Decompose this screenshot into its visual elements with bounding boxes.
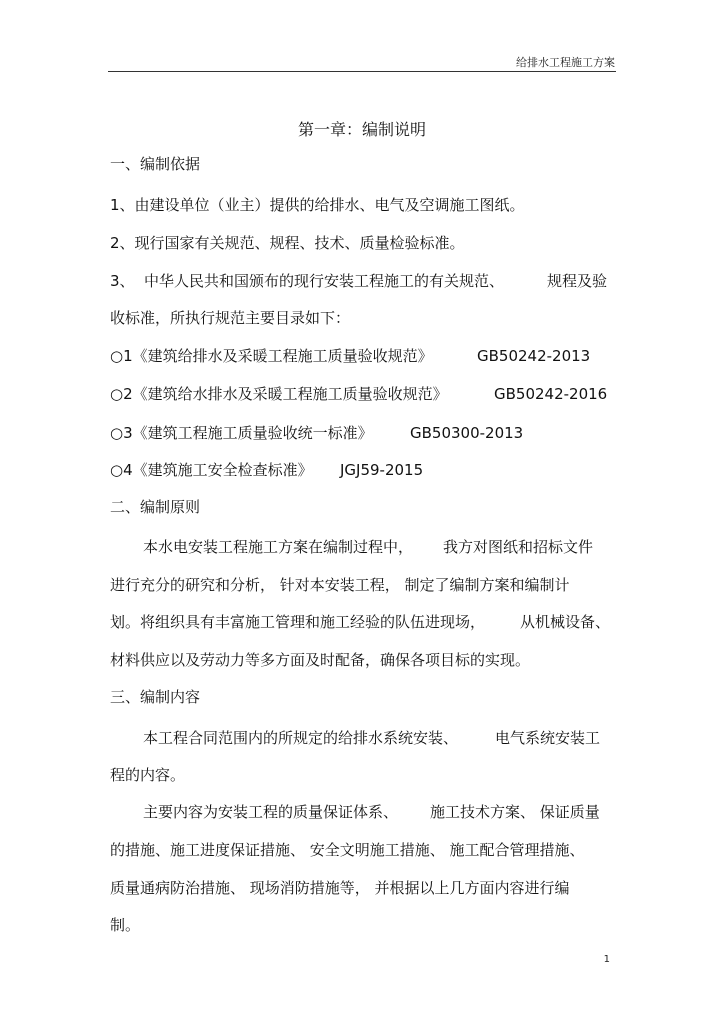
paragraph-text: 划。将组织具有丰富施工管理和施工经验的队伍进现场， [110, 613, 486, 631]
section-heading-content: 三、编制内容 [110, 688, 201, 706]
paragraph-line [143, 728, 613, 748]
header-divider [108, 71, 616, 72]
standard-code: GB50300-2013 [410, 424, 524, 442]
basis-item-1: 1、由建设单位（业主）提供的给排水、电气及空调施工图纸。 [110, 196, 525, 214]
basis-item-3-text-end: 规程及验 [547, 272, 608, 290]
basis-item-3-cont: 收标准，所执行规范主要目录如下： [110, 309, 351, 327]
running-header: 给排水工程施工方案 [516, 56, 615, 69]
section-heading-principle: 二、编制原则 [110, 498, 201, 516]
section-heading-basis: 一、编制依据 [110, 155, 201, 173]
standard-name: ○4《建筑施工安全检查标准》 [110, 461, 313, 479]
basis-item-3-text: 中华人民共和国颁布的现行安装工程施工的有关规范、 [144, 272, 505, 290]
paragraph-text: 我方对图纸和招标文件 [443, 538, 594, 556]
paragraph-line: 的措施、施工进度保证措施、 安全文明施工措施、 施工配合管理措施、 [110, 841, 585, 859]
standard-name: ○2《建筑给水排水及采暖工程施工质量验收规范》 [110, 385, 448, 403]
paragraph-line [110, 612, 615, 632]
paragraph-line: 质量通病防治措施、 现场消防措施等， 并根据以上几方面内容进行编 [110, 879, 570, 897]
paragraph-line [143, 537, 613, 557]
paragraph-text: 本工程合同范围内的所规定的给排水系统安装、 [143, 729, 459, 747]
paragraph-text: 施工技术方案、 保证质量 [430, 803, 600, 821]
page-number: 1 [603, 954, 610, 965]
paragraph-line: 制。 [110, 916, 141, 934]
standard-row [110, 460, 615, 480]
chapter-title: 第一章：编制说明 [297, 120, 426, 139]
paragraph-text: 本水电安装工程施工方案在编制过程中， [143, 538, 414, 556]
basis-item-3-number: 3、 [110, 272, 135, 290]
standard-row [110, 384, 615, 404]
standard-code: GB50242-2013 [477, 347, 591, 365]
paragraph-text: 主要内容为安装工程的质量保证体系、 [143, 803, 399, 821]
basis-item-2: 2、现行国家有关规范、规程、技术、质量检验标准。 [110, 234, 465, 252]
standard-code: GB50242-2016 [494, 385, 608, 403]
standard-name: ○1《建筑给排水及采暖工程施工质量验收规范》 [110, 347, 433, 365]
standard-row [110, 346, 615, 366]
standard-row [110, 423, 615, 443]
paragraph-line: 材料供应以及劳动力等多方面及时配备，确保各项目标的实现。 [110, 651, 531, 669]
basis-item-3 [110, 271, 615, 291]
paragraph-line: 程的内容。 [110, 766, 186, 784]
paragraph-text: 电气系统安装工 [495, 729, 601, 747]
standard-name: ○3《建筑工程施工质量验收统一标准》 [110, 424, 373, 442]
paragraph-line: 进行充分的研究和分析， 针对本安装工程， 制定了编制方案和编制计 [110, 576, 570, 594]
paragraph-line [143, 802, 613, 822]
paragraph-text: 从机械设备、 [520, 613, 611, 631]
standard-code: JGJ59-2015 [340, 461, 424, 479]
